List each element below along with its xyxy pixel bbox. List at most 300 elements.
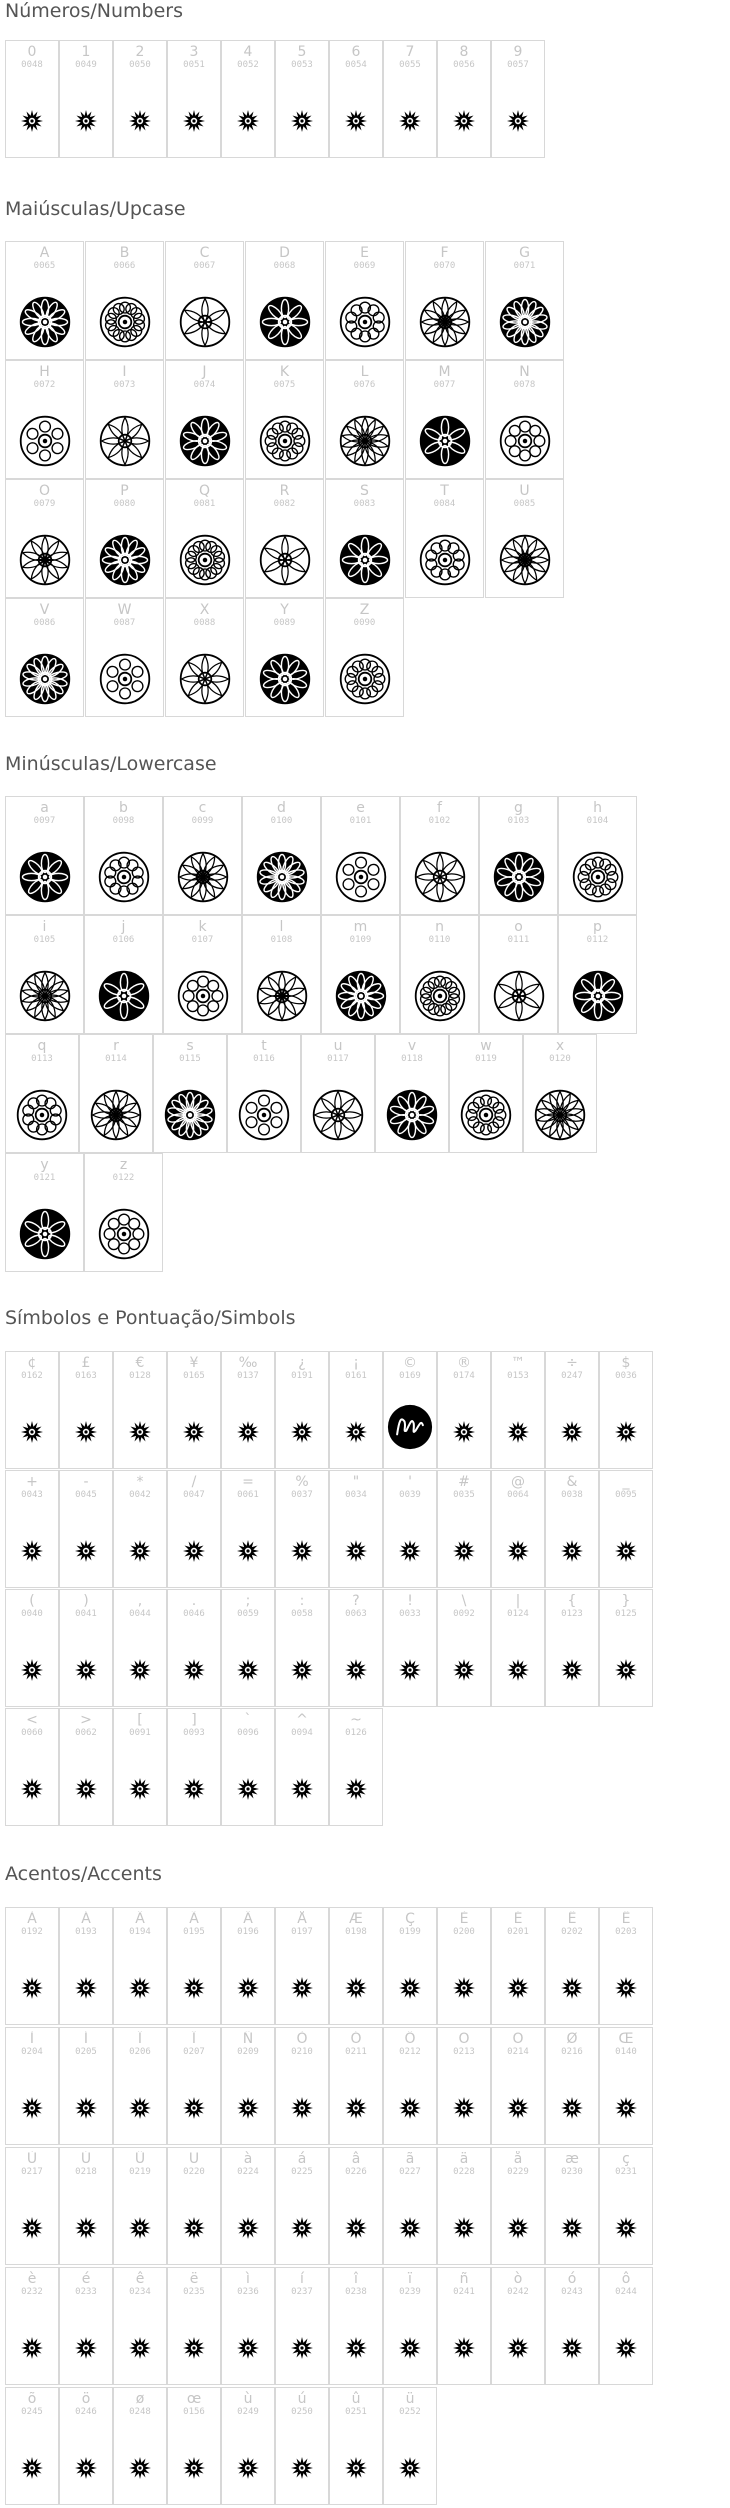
glyph-cell xyxy=(167,1907,221,2025)
glyph-cell xyxy=(400,915,479,1034)
character-code: 0204 xyxy=(21,2047,43,2057)
glyph-cell xyxy=(437,1907,491,2025)
character-label: 0 xyxy=(27,44,37,60)
character-label: * xyxy=(136,1474,144,1490)
glyph-cell xyxy=(59,2147,113,2265)
glyph-cell xyxy=(165,598,244,717)
character-label: v xyxy=(407,1038,417,1054)
character-code: 0061 xyxy=(237,1490,259,1500)
glyph-cell xyxy=(545,1470,599,1588)
glyph-cell xyxy=(5,2267,59,2385)
character-label: ~ xyxy=(350,1712,362,1728)
character-code: 0123 xyxy=(561,1609,583,1619)
character-label: V xyxy=(39,602,50,618)
glyph-cell xyxy=(545,2027,599,2145)
character-code: 0252 xyxy=(399,2407,421,2417)
character-label: ¿ xyxy=(298,1355,306,1371)
character-label: p xyxy=(593,919,602,935)
character-label: G xyxy=(519,245,530,261)
glyph-cell xyxy=(479,915,558,1034)
character-code: 0106 xyxy=(112,935,135,945)
character-code: 0194 xyxy=(129,1927,151,1937)
character-label: ' xyxy=(408,1474,412,1490)
mandala-glyph-icon xyxy=(413,850,467,904)
glyph-cell xyxy=(485,479,564,598)
character-label: R xyxy=(279,483,290,499)
glyph-cell xyxy=(545,1907,599,2025)
character-label: h xyxy=(593,800,602,816)
glyph-cell xyxy=(383,2147,437,2265)
character-label: 2 xyxy=(135,44,145,60)
character-label: 3 xyxy=(189,44,199,60)
character-code: 0090 xyxy=(353,618,376,628)
character-code: 0236 xyxy=(237,2287,259,2297)
mandala-glyph-icon xyxy=(498,295,552,349)
glyph-cell xyxy=(325,479,404,598)
glyph-cell xyxy=(227,1034,301,1153)
character-label: ó xyxy=(567,2271,577,2287)
glyph-cell xyxy=(221,1589,275,1707)
character-code: 0035 xyxy=(453,1490,475,1500)
mandala-glyph-icon xyxy=(15,1088,69,1142)
glyph-cell xyxy=(437,1470,491,1588)
character-label: S xyxy=(360,483,369,499)
glyph-cell xyxy=(84,796,163,915)
character-label: 7 xyxy=(405,44,415,60)
glyph-cell xyxy=(5,479,84,598)
sun-star-glyph-icon xyxy=(182,1976,206,2000)
character-code: 0218 xyxy=(75,2167,97,2177)
glyph-cell xyxy=(491,1589,545,1707)
character-label: ® xyxy=(457,1355,471,1371)
character-code: 0243 xyxy=(561,2287,583,2297)
character-label: r xyxy=(113,1038,119,1054)
character-code: 0124 xyxy=(507,1609,529,1619)
sun-star-glyph-icon xyxy=(236,1539,260,1563)
mandala-glyph-icon xyxy=(18,850,72,904)
glyph-cell xyxy=(545,2267,599,2385)
glyph-cell xyxy=(242,915,321,1034)
character-label: ( xyxy=(29,1593,35,1609)
character-code: 0248 xyxy=(129,2407,151,2417)
glyph-cell xyxy=(491,2267,545,2385)
glyph-cell xyxy=(5,915,84,1034)
character-label: õ xyxy=(27,2391,37,2407)
sun-star-glyph-icon xyxy=(290,1420,314,1444)
sun-star-glyph-icon xyxy=(20,1976,44,2000)
sun-star-glyph-icon xyxy=(182,2456,206,2480)
character-code: 0110 xyxy=(428,935,451,945)
character-code: 0100 xyxy=(270,816,293,826)
glyph-cell xyxy=(167,1470,221,1588)
character-label: K xyxy=(279,364,290,380)
sun-star-glyph-icon xyxy=(614,2096,638,2120)
character-code: 0214 xyxy=(507,2047,529,2057)
sun-star-glyph-icon xyxy=(290,1777,314,1801)
sun-star-glyph-icon xyxy=(290,1539,314,1563)
character-code: 0040 xyxy=(21,1609,43,1619)
character-code: 0055 xyxy=(399,60,421,70)
mandala-glyph-icon xyxy=(418,533,472,587)
character-label: ü xyxy=(405,2391,415,2407)
sun-star-glyph-icon xyxy=(290,2096,314,2120)
character-label: ‰ xyxy=(238,1355,258,1371)
sun-star-glyph-icon xyxy=(182,1777,206,1801)
glyph-cell xyxy=(113,2267,167,2385)
mandala-glyph-icon xyxy=(18,652,72,706)
character-code: 0081 xyxy=(193,499,216,509)
character-code: 0111 xyxy=(507,935,530,945)
glyph-cell xyxy=(375,1034,449,1153)
sun-star-glyph-icon xyxy=(614,2336,638,2360)
mandala-glyph-icon xyxy=(176,850,230,904)
character-label: Ñ xyxy=(242,2031,254,2047)
sun-star-glyph-icon xyxy=(290,109,314,133)
character-label: @ xyxy=(511,1474,525,1490)
glyph-cell xyxy=(400,796,479,915)
character-label: 1 xyxy=(81,44,91,60)
character-label: W xyxy=(117,602,132,618)
character-label: % xyxy=(295,1474,309,1490)
character-label: ¢ xyxy=(27,1355,37,1371)
character-label: ã xyxy=(405,2151,415,2167)
character-label: ™ xyxy=(511,1355,525,1371)
mandala-glyph-icon xyxy=(385,1088,439,1142)
glyph-cell xyxy=(59,1351,113,1469)
sun-star-glyph-icon xyxy=(344,2336,368,2360)
glyph-cell xyxy=(5,1907,59,2025)
character-label: Ä xyxy=(243,1911,253,1927)
glyph-cell xyxy=(167,1589,221,1707)
sun-star-glyph-icon xyxy=(128,2096,152,2120)
character-label: t xyxy=(261,1038,267,1054)
sun-star-glyph-icon xyxy=(128,1658,152,1682)
character-code: 0120 xyxy=(549,1054,571,1064)
character-label: s xyxy=(186,1038,194,1054)
glyph-cell xyxy=(275,2267,329,2385)
character-label: ç xyxy=(622,2151,630,2167)
character-label: Û xyxy=(134,2151,146,2167)
character-code: 0244 xyxy=(615,2287,637,2297)
glyph-cell xyxy=(85,598,164,717)
sun-star-glyph-icon xyxy=(236,2336,260,2360)
character-code: 0200 xyxy=(453,1927,475,1937)
glyph-cell xyxy=(167,2267,221,2385)
character-label: ù xyxy=(243,2391,253,2407)
character-code: 0095 xyxy=(615,1490,637,1500)
character-label: \ xyxy=(461,1593,467,1609)
character-label: ñ xyxy=(459,2271,469,2287)
character-label: H xyxy=(39,364,50,380)
character-code: 0112 xyxy=(586,935,609,945)
glyph-cell xyxy=(165,360,244,479)
character-label: ) xyxy=(83,1593,89,1609)
character-code: 0102 xyxy=(428,816,451,826)
character-code: 0251 xyxy=(345,2407,367,2417)
glyph-cell xyxy=(5,1034,79,1153)
glyph-cell xyxy=(84,915,163,1034)
character-label: E xyxy=(360,245,369,261)
mandala-glyph-icon xyxy=(97,1207,151,1261)
section-title: Maiúsculas/Upcase xyxy=(5,198,186,220)
mandala-glyph-icon xyxy=(334,850,388,904)
character-code: 0212 xyxy=(399,2047,421,2057)
character-code: 0161 xyxy=(345,1371,367,1381)
sun-star-glyph-icon xyxy=(398,1658,422,1682)
glyph-cell xyxy=(113,2027,167,2145)
character-label: â xyxy=(351,2151,361,2167)
character-label: ò xyxy=(513,2271,523,2287)
glyph-cell xyxy=(5,1708,59,1826)
sun-star-glyph-icon xyxy=(20,2216,44,2240)
glyph-cell xyxy=(85,360,164,479)
mandala-glyph-icon xyxy=(258,414,312,468)
character-label: Ì xyxy=(29,2031,35,2047)
glyph-cell xyxy=(485,360,564,479)
character-code: 0232 xyxy=(21,2287,43,2297)
mandala-glyph-icon xyxy=(492,850,546,904)
character-code: 0220 xyxy=(183,2167,205,2177)
character-code: 0113 xyxy=(31,1054,53,1064)
sun-star-glyph-icon xyxy=(20,1420,44,1444)
sun-star-glyph-icon xyxy=(20,1777,44,1801)
sun-star-glyph-icon xyxy=(614,1420,638,1444)
character-label: a xyxy=(40,800,49,816)
character-code: 0219 xyxy=(129,2167,151,2177)
glyph-cell xyxy=(221,2267,275,2385)
glyph-cell xyxy=(383,1589,437,1707)
character-code: 0066 xyxy=(113,261,136,271)
character-label: ! xyxy=(407,1593,413,1609)
character-code: 0119 xyxy=(475,1054,497,1064)
character-label: o xyxy=(514,919,523,935)
sun-star-glyph-icon xyxy=(236,2096,260,2120)
mandala-glyph-icon xyxy=(163,1088,217,1142)
mandala-glyph-icon xyxy=(418,414,472,468)
glyph-cell xyxy=(5,2387,59,2505)
character-code: 0082 xyxy=(273,499,296,509)
sun-star-glyph-icon xyxy=(344,1658,368,1682)
character-label: Ü xyxy=(188,2151,200,2167)
glyph-cell xyxy=(245,360,324,479)
character-code: 0062 xyxy=(75,1728,97,1738)
sun-star-glyph-icon xyxy=(398,2096,422,2120)
sun-star-glyph-icon xyxy=(398,2456,422,2480)
character-label: n xyxy=(435,919,444,935)
sun-star-glyph-icon xyxy=(398,2216,422,2240)
glyph-cell xyxy=(113,1470,167,1588)
sun-star-glyph-icon xyxy=(290,2216,314,2240)
sun-star-glyph-icon xyxy=(560,2216,584,2240)
glyph-cell xyxy=(437,40,491,158)
character-label: F xyxy=(440,245,449,261)
glyph-cell xyxy=(5,241,84,360)
glyph-cell xyxy=(221,1470,275,1588)
glyph-cell xyxy=(383,2027,437,2145)
sun-star-glyph-icon xyxy=(182,2336,206,2360)
glyph-cell xyxy=(383,2267,437,2385)
sun-star-glyph-icon xyxy=(398,1539,422,1563)
glyph-cell xyxy=(599,1907,653,2025)
mandala-glyph-icon xyxy=(18,414,72,468)
sun-star-glyph-icon xyxy=(290,1976,314,2000)
mandala-glyph-icon xyxy=(492,969,546,1023)
mandala-glyph-icon xyxy=(418,295,472,349)
glyph-cell xyxy=(165,479,244,598)
sun-star-glyph-icon xyxy=(452,1539,476,1563)
sun-star-glyph-icon xyxy=(452,1420,476,1444)
character-code: 0239 xyxy=(399,2287,421,2297)
character-label: } xyxy=(621,1593,631,1609)
character-code: 0087 xyxy=(113,618,136,628)
character-label: 6 xyxy=(351,44,361,60)
sun-star-glyph-icon xyxy=(452,2216,476,2240)
glyph-cell xyxy=(325,360,404,479)
glyph-cell xyxy=(599,1351,653,1469)
character-code: 0201 xyxy=(507,1927,529,1937)
mandala-glyph-icon xyxy=(571,969,625,1023)
sun-star-glyph-icon xyxy=(290,1658,314,1682)
character-label: Œ xyxy=(618,2031,634,2047)
character-code: 0193 xyxy=(75,1927,97,1937)
character-code: 0192 xyxy=(21,1927,43,1937)
mandala-glyph-icon xyxy=(18,1207,72,1261)
character-code: 0213 xyxy=(453,2047,475,2057)
sun-star-glyph-icon xyxy=(452,2336,476,2360)
mandala-glyph-icon xyxy=(18,533,72,587)
character-code: 0202 xyxy=(561,1927,583,1937)
character-code: 0126 xyxy=(345,1728,367,1738)
character-label: J xyxy=(202,364,207,380)
section-title: Minúsculas/Lowercase xyxy=(5,753,217,775)
glyph-cell xyxy=(163,796,242,915)
glyph-cell xyxy=(599,1589,653,1707)
character-label: ê xyxy=(135,2271,145,2287)
sun-star-glyph-icon xyxy=(560,1539,584,1563)
character-code: 0098 xyxy=(112,816,135,826)
sun-star-glyph-icon xyxy=(614,1539,638,1563)
glyph-cell xyxy=(59,1708,113,1826)
character-code: 0227 xyxy=(399,2167,421,2177)
character-code: 0104 xyxy=(586,816,609,826)
character-code: 0047 xyxy=(183,1490,205,1500)
mandala-glyph-icon xyxy=(258,295,312,349)
character-code: 0044 xyxy=(129,1609,151,1619)
character-label: Ö xyxy=(512,2031,524,2047)
character-code: 0064 xyxy=(507,1490,529,1500)
sun-star-glyph-icon xyxy=(128,2456,152,2480)
sun-star-glyph-icon xyxy=(236,1777,260,1801)
glyph-cell xyxy=(437,2147,491,2265)
character-label: Ú xyxy=(80,2151,92,2167)
character-label: ] xyxy=(191,1712,197,1728)
character-code: 0078 xyxy=(513,380,536,390)
glyph-cell xyxy=(5,1470,59,1588)
character-label: ¥ xyxy=(189,1355,199,1371)
glyph-cell xyxy=(491,2027,545,2145)
mandala-glyph-icon xyxy=(255,969,309,1023)
glyph-cell xyxy=(85,479,164,598)
glyph-cell xyxy=(437,1351,491,1469)
mandala-glyph-icon xyxy=(255,850,309,904)
character-label: z xyxy=(119,1157,128,1173)
character-code: 0153 xyxy=(507,1371,529,1381)
character-label: i xyxy=(42,919,47,935)
character-label: { xyxy=(567,1593,577,1609)
character-code: 0042 xyxy=(129,1490,151,1500)
character-code: 0103 xyxy=(507,816,530,826)
glyph-cell xyxy=(405,479,484,598)
mandala-glyph-icon xyxy=(571,850,625,904)
mandala-glyph-icon xyxy=(498,533,552,587)
character-code: 0072 xyxy=(33,380,56,390)
glyph-cell xyxy=(383,2387,437,2505)
character-code: 0043 xyxy=(21,1490,43,1500)
glyph-cell xyxy=(221,1708,275,1826)
character-code: 0246 xyxy=(75,2407,97,2417)
character-label: j xyxy=(121,919,126,935)
glyph-cell xyxy=(167,1351,221,1469)
sun-star-glyph-icon xyxy=(344,1976,368,2000)
signature-logo-icon xyxy=(387,1404,433,1450)
mandala-glyph-icon xyxy=(98,295,152,349)
character-label: ì xyxy=(246,2271,250,2287)
character-code: 0038 xyxy=(561,1490,583,1500)
sun-star-glyph-icon xyxy=(20,2336,44,2360)
sun-star-glyph-icon xyxy=(74,2456,98,2480)
character-label: N xyxy=(519,364,530,380)
character-label: ä xyxy=(459,2151,469,2167)
glyph-cell xyxy=(113,2387,167,2505)
glyph-cell xyxy=(59,2387,113,2505)
mandala-glyph-icon xyxy=(178,533,232,587)
character-code: 0048 xyxy=(21,60,43,70)
character-code: 0197 xyxy=(291,1927,313,1937)
glyph-cell xyxy=(558,915,637,1034)
glyph-cell xyxy=(405,241,484,360)
glyph-cell xyxy=(329,1351,383,1469)
character-label: Ô xyxy=(404,2031,416,2047)
character-code: 0250 xyxy=(291,2407,313,2417)
glyph-cell xyxy=(383,1470,437,1588)
character-code: 0033 xyxy=(399,1609,421,1619)
glyph-cell xyxy=(59,1589,113,1707)
character-code: 0234 xyxy=(129,2287,151,2297)
sun-star-glyph-icon xyxy=(506,1420,530,1444)
glyph-cell xyxy=(5,2147,59,2265)
character-label: é xyxy=(81,2271,91,2287)
sun-star-glyph-icon xyxy=(398,109,422,133)
sun-star-glyph-icon xyxy=(452,1976,476,2000)
character-code: 0091 xyxy=(129,1728,151,1738)
character-code: 0230 xyxy=(561,2167,583,2177)
glyph-cell xyxy=(599,2267,653,2385)
sun-star-glyph-icon xyxy=(128,1777,152,1801)
glyph-cell xyxy=(59,2027,113,2145)
character-label: ø xyxy=(135,2391,145,2407)
glyph-cell xyxy=(275,1470,329,1588)
glyph-cell xyxy=(221,2387,275,2505)
sun-star-glyph-icon xyxy=(344,109,368,133)
character-label: ; xyxy=(245,1593,251,1609)
glyph-cell xyxy=(275,40,329,158)
character-code: 0088 xyxy=(193,618,216,628)
mandala-glyph-icon xyxy=(18,295,72,349)
character-code: 0086 xyxy=(33,618,56,628)
glyph-cell xyxy=(275,2387,329,2505)
sun-star-glyph-icon xyxy=(560,2336,584,2360)
section-accents xyxy=(0,1863,730,1885)
